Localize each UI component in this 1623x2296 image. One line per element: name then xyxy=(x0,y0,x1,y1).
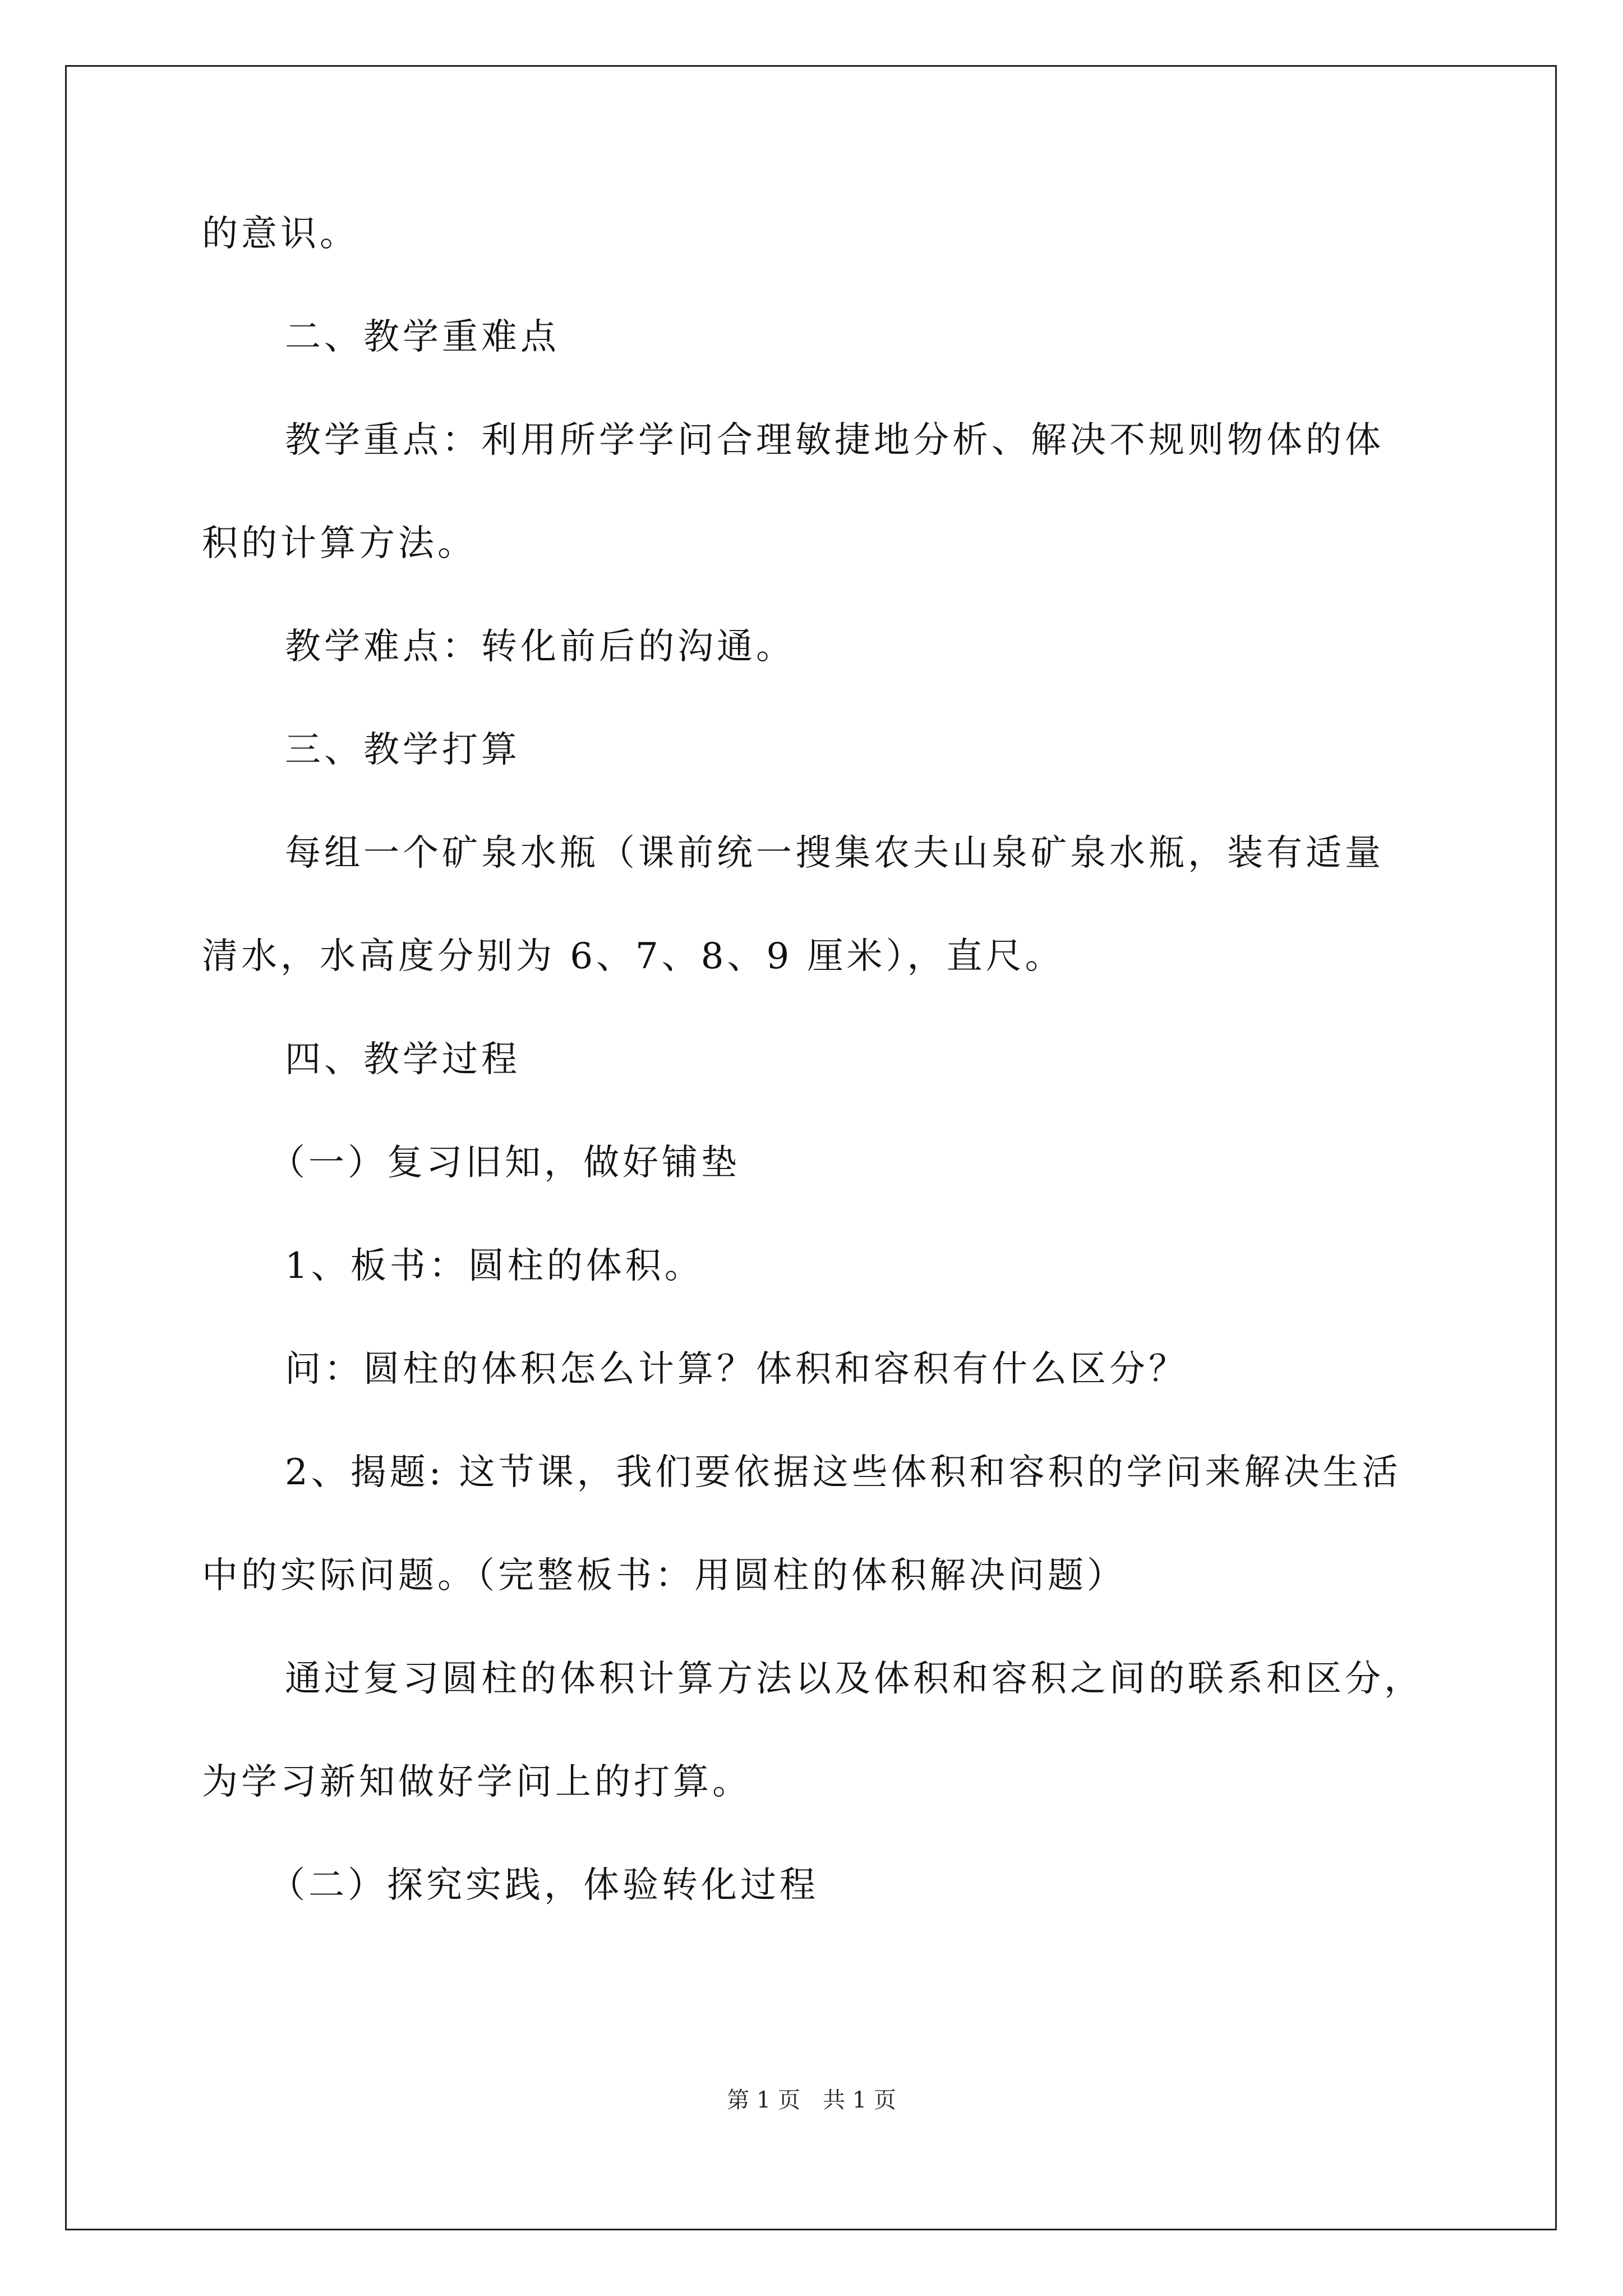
subsection-heading: （一）复习旧知，做好铺垫 xyxy=(269,1142,740,1184)
paragraph-line: 清水，水高度分别为 6、7、8、9 厘米），直尺。 xyxy=(202,936,1064,977)
page-number-footer: 第 1 页 共 1 页 xyxy=(727,2087,896,2113)
paragraph-line: 教学重点：利用所学学问合理敏捷地分析、解决不规则物体的体 xyxy=(285,420,1384,461)
paragraph-line: 问：圆柱的体积怎么计算？体积和容积有什么区分？ xyxy=(285,1349,1188,1390)
paragraph-line: 教学难点：转化前后的沟通。 xyxy=(285,626,795,668)
paragraph-line: 中的实际问题。（完整板书：用圆柱的体积解决问题） xyxy=(202,1555,1126,1596)
paragraph-line: 1、板书：圆柱的体积。 xyxy=(285,1245,704,1287)
section-heading: 四、教学过程 xyxy=(285,1039,520,1080)
paragraph-line: 为学习新知做好学问上的打算。 xyxy=(202,1761,751,1803)
paragraph-line: 2、揭题: 这节课，我们要依据这些体积和容积的学问来解决生活 xyxy=(285,1452,1401,1493)
paragraph-line: 每组一个矿泉水瓶（课前统一搜集农夫山泉矿泉水瓶，装有适量 xyxy=(285,832,1384,874)
paragraph-line: 积的计算方法。 xyxy=(202,523,477,564)
paragraph-line: 通过复习圆柱的体积计算方法以及体积和容积之间的联系和区分， xyxy=(285,1658,1423,1700)
section-heading: 三、教学打算 xyxy=(285,729,520,771)
subsection-heading: （二）探究实践，体验转化过程 xyxy=(269,1865,819,1906)
paragraph-line: 的意识。 xyxy=(202,213,359,255)
section-heading: 二、教学重难点 xyxy=(285,316,560,358)
